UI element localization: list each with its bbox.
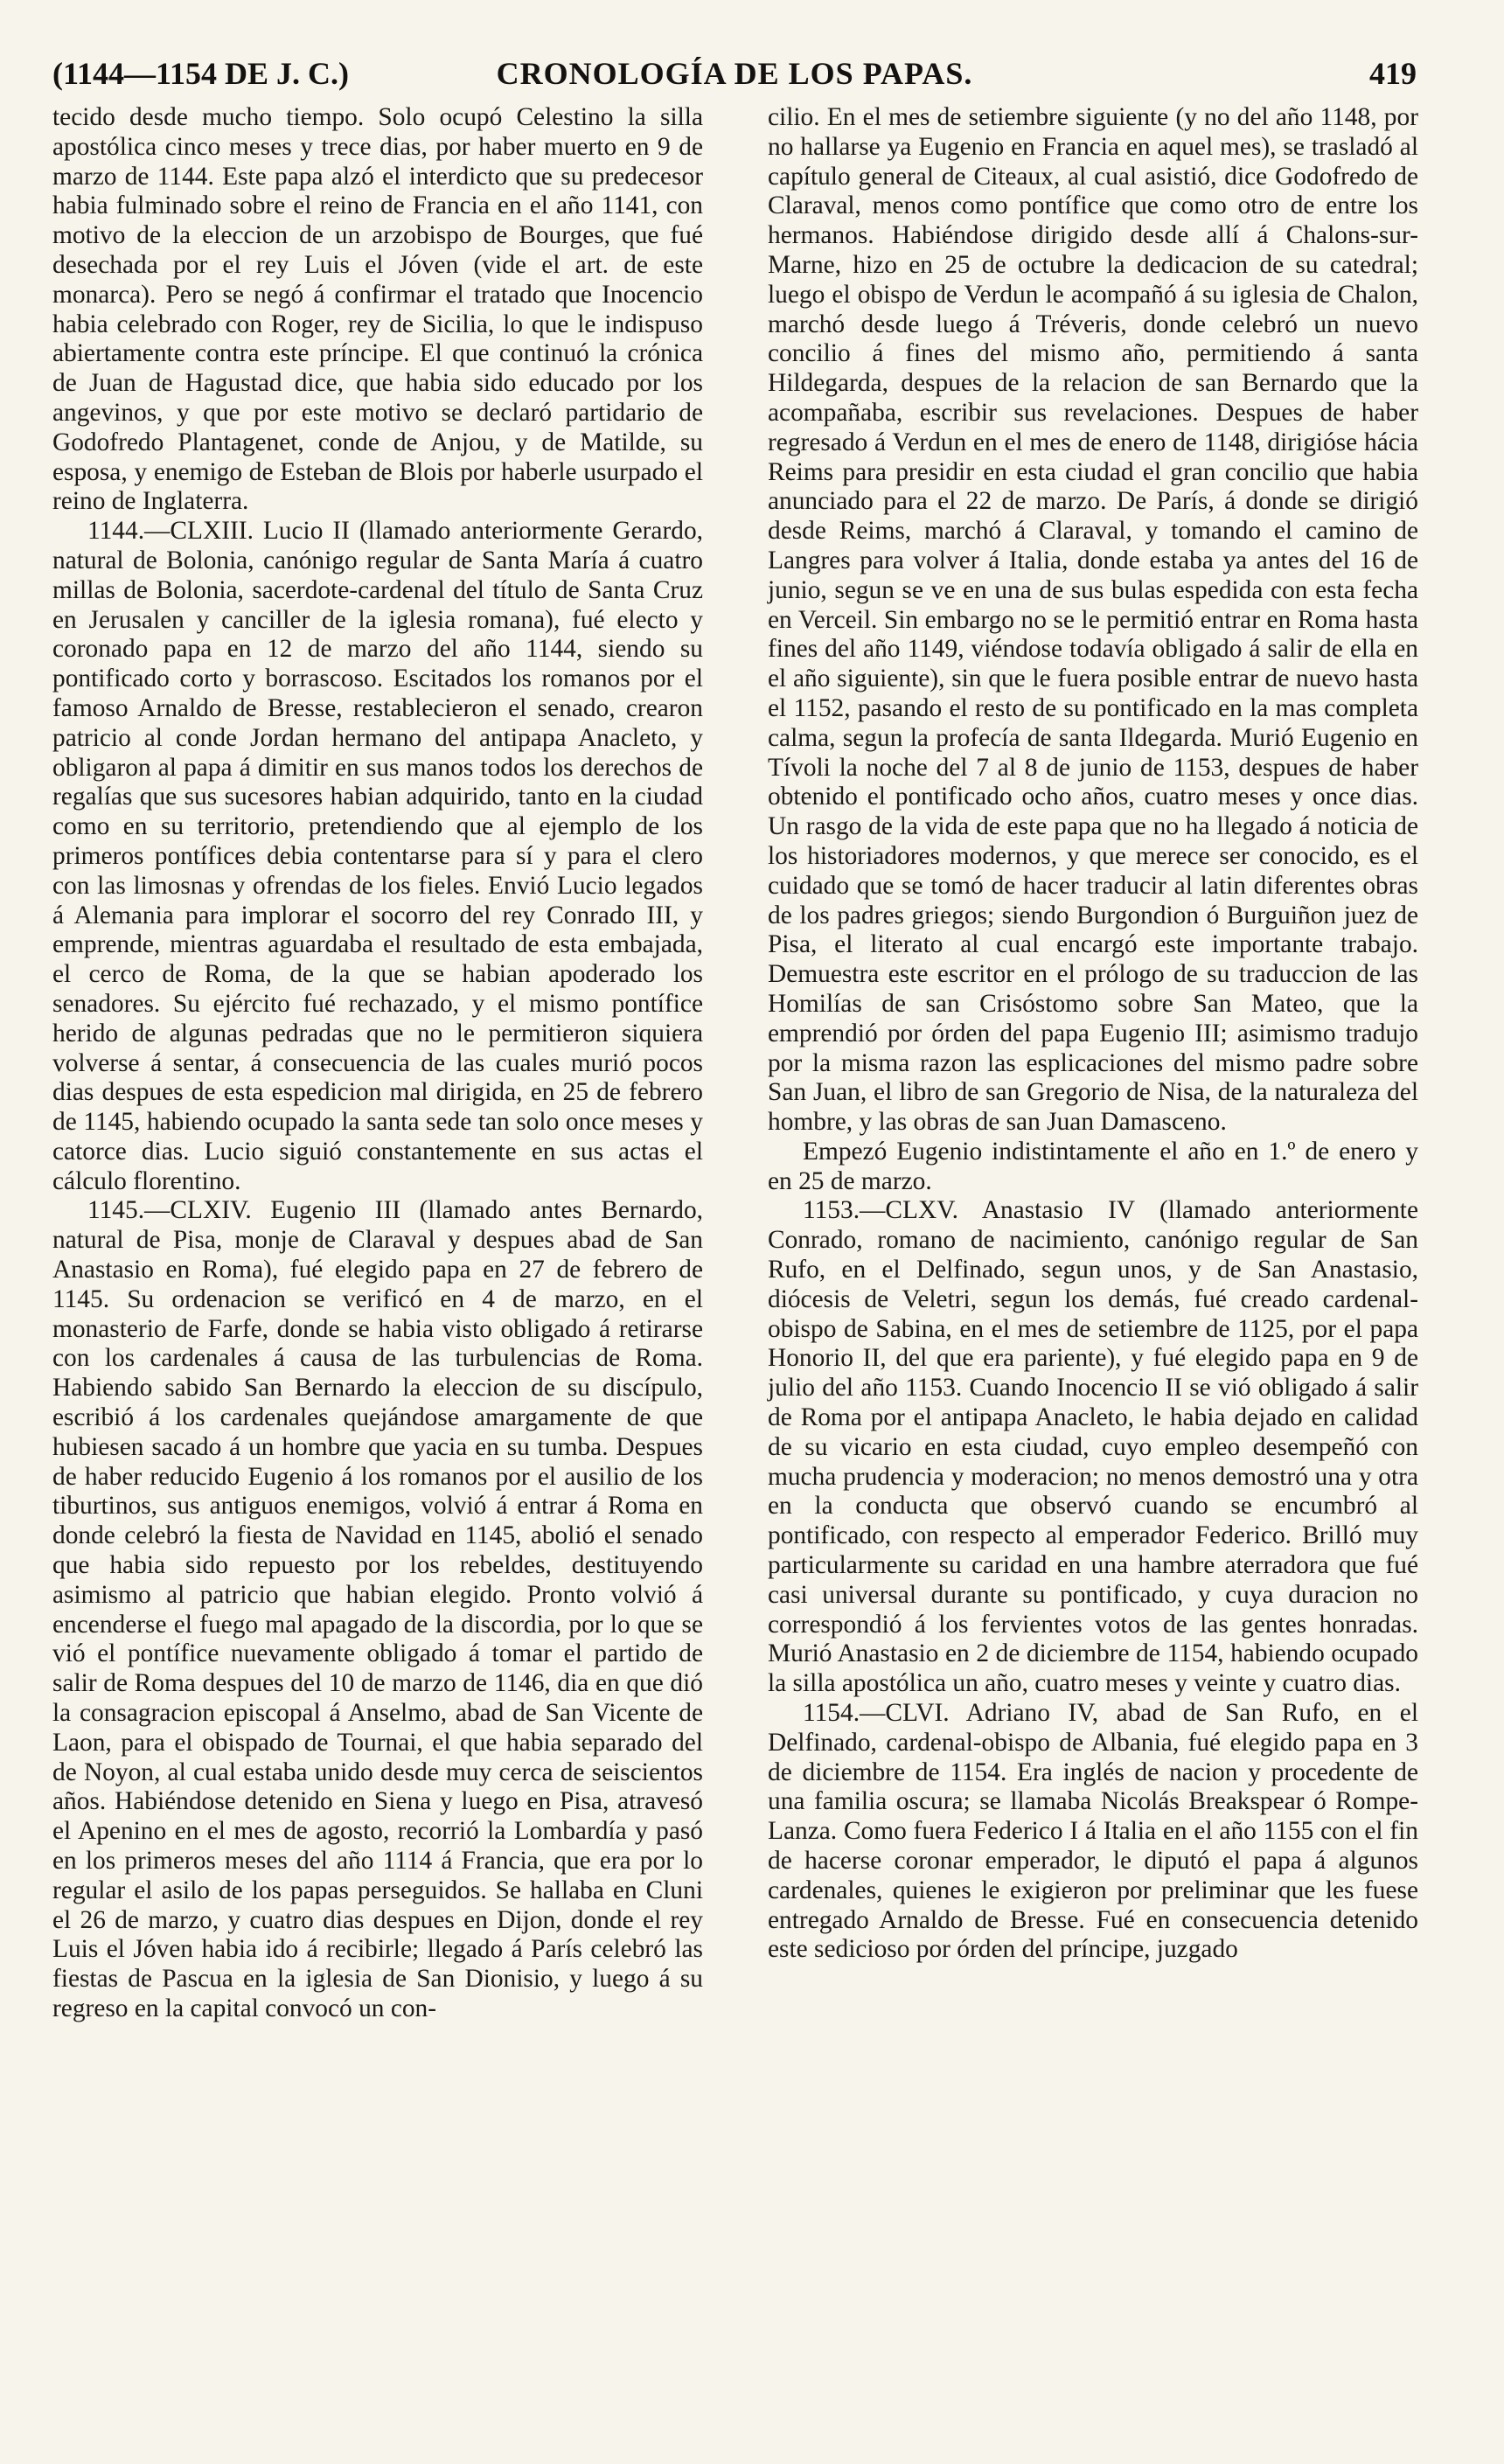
page-number: 419 <box>1369 56 1417 91</box>
paragraph-adriano-iv: 1154.—CLVI. Adriano IV, abad de San Rufo, en el Delfinado, cardenal-obispo de Albania, fué elegido papa en 3 de diciembre de 1154. Era inglés de nacion y procedente de una familia oscura; se llamaba Nicolás Breakspear ó Rompe-Lanza. Como fuera Federico I á Italia en el año 1155 con el fin de hacerse coronar emperador, le diputó el papa á algunos cardenales, quienes le exigieron por preliminar que les fuese entregado Arnaldo de Bresse. Fué en consecuencia detenido este sedicioso por órden del príncipe, juzgado <box>768 1699 1418 1964</box>
paragraph-celestino: tecido desde mucho tiempo. Solo ocupó Celestino la silla apostólica cinco meses y trece dias, por haber muerto en 9 de marzo de 1144. Este papa alzó el interdicto que su predecesor habia fulminado sobre el reino de Francia en el año 1141, con motivo de la eleccion de un arzobispo de Bourges, que fué desechada por el rey Luis el Jóven (vide el art. de este monarca). Pero se negó á confirmar el tratado que Inocencio habia celebrado con Roger, rey de Sicilia, lo que le indispuso abiertamente contra este príncipe. El que continuó la crónica de Juan de Hagustad dice, que habia sido educado por los angevinos, y que por este motivo se declaró partidario de Godofredo Plantagenet, conde de Anjou, y de Matilde, su esposa, y enemigo de Esteban de Blois por haberle usurpado el reino de Inglaterra. <box>52 103 703 516</box>
paragraph-eugenio-continued: cilio. En el mes de setiembre siguiente (y no del año 1148, por no hallarse ya Eugenio en Francia en aquel mes), se trasladó al capítulo general de Citeaux, al cual asistió, dice Godofredo de Claraval, menos como pontífice que como otro de entre los hermanos. Habiéndose dirigido desde allí á Chalons-sur-Marne, hizo en 25 de octubre la dedicacion de su catedral; luego el obispo de Verdun le acompañó á su iglesia de Chalon, marchó desde luego á Tréveris, donde celebró un nuevo concilio á fines del mismo año, permitiendo á santa Hildegarda, despues de la relacion de san Bernardo que la acompañaba, escribir sus revelaciones. Despues de haber regresado á Verdun en el mes de enero de 1148, dirigióse hácia Reims para presidir en esta ciudad el gran concilio que habia anunciado para el 22 de marzo. De París, á donde se dirigió desde Reims, marchó á Claraval, y tomando el camino de Langres para volver á Italia, donde estaba ya antes del 16 de junio, segun se ve en una de sus bulas espedida con esta fecha en Verceil. Sin embargo no se le permitió entrar en Roma hasta fines del año 1149, viéndose todavía obligado á salir de ella en el año siguiente), sin que le fuera posible entrar de nuevo hasta el 1152, pasando el resto de su pontificado en la mas completa calma, segun la profecía de santa Ildegarda. Murió Eugenio en Tívoli la noche del 7 al 8 de junio de 1153, despues de haber obtenido el pontificado ocho años, cuatro meses y once dias. Un rasgo de la vida de este papa que no ha llegado á noticia de los historiadores modernos, y que merece ser conocido, es el cuidado que se tomó de hacer traducir al latin diferentes obras de los padres griegos; siendo Burgondion ó Burguiñon juez de Pisa, el literato al cual encargó este importante trabajo. Demuestra este escritor en el prólogo de su traduccion de las Homilías de san Crisóstomo sobre San Mateo, que la emprendió por órden del papa Eugenio III; asimismo tradujo por la misma razon las esplicaciones del mismo padre sobre San Juan, el libro de san Gregorio de Nisa, de la naturaleza del hombre, y las obras de san Juan Damasceno. <box>768 103 1418 1137</box>
paragraph-lucio-ii: 1144.—CLXIII. Lucio II (llamado anteriormente Gerardo, natural de Bolonia, canónigo regular de Santa María á cuatro millas de Bolonia, sacerdote-cardenal del título de Santa Cruz en Jerusalen y canciller de la iglesia romana), fué electo y coronado papa en 12 de marzo del año 1144, siendo su pontificado corto y borrascoso. Escitados los romanos por el famoso Arnaldo de Bresse, restablecieron el senado, crearon patricio al conde Jordan hermano del antipapa Anacleto, y obligaron al papa á dimitir en sus manos todos los derechos de regalías que sus sucesores habian adquirido, tanto en la ciudad como en su territorio, pretendiendo que al ejemplo de los primeros pontífices debia contentarse para sí y para el clero con las limosnas y ofrendas de los fieles. Envió Lucio legados á Alemania para implorar el socorro del rey Conrado III, y emprende, mientras aguardaba el resultado de esta embajada, el cerco de Roma, de la que se habian apoderado los senadores. Su ejército fué rechazado, y el mismo pontífice herido de algunas pedradas que no le permitieron siquiera volverse á sentar, á consecuencia de las cuales murió pocos dias despues de esta espedicion mal dirigida, en 25 de febrero de 1145, habiendo ocupado la santa sede tan solo once meses y catorce dias. Lucio siguió constantemente en sus actas el cálculo florentino. <box>52 517 703 1195</box>
right-column <box>768 103 1418 1965</box>
left-column <box>52 103 703 2024</box>
paragraph-eugenio-calendar: Empezó Eugenio indistintamente el año en 1.º de enero y en 25 de marzo. <box>768 1137 1418 1195</box>
paragraph-anastasio-iv: 1153.—CLXV. Anastasio IV (llamado anteriormente Conrado, romano de nacimiento, canónigo regular de San Rufo, en el Delfinado, segun unos, y de San Anastasio, diócesis de Veletri, segun los demás, fué creado cardenal-obispo de Sabina, en el mes de setiembre de 1125, por el papa Honorio II, del que era pariente), y fué elegido papa en 9 de julio del año 1153. Cuando Inocencio II se vió obligado á salir de Roma por el antipapa Anacleto, le habia dejado en calidad de su vicario en esta ciudad, cuyo empleo desempeñó con mucha prudencia y moderacion; no menos demostró una y otra en la conducta que observó cuando se encumbró al pontificado, con respecto al emperador Federico. Brilló muy particularmente su caridad en una hambre aterradora que fué casi universal durante su pontificado, y cuya duracion no correspondió á los fervientes votos de las gentes honradas. Murió Anastasio en 2 de diciembre de 1154, habiendo ocupado la silla apostólica un año, cuatro meses y veinte y cuatro dias. <box>768 1196 1418 1698</box>
running-header <box>52 51 1417 96</box>
header-date-range: (1144—1154 DE J. C.) <box>52 56 350 91</box>
header-title: CRONOLOGÍA DE LOS PAPAS. <box>496 56 973 91</box>
paragraph-eugenio-iii: 1145.—CLXIV. Eugenio III (llamado antes Bernardo, natural de Pisa, monje de Claraval y despues abad de San Anastasio en Roma), fué elegido papa en 27 de febrero de 1145. Su ordenacion se verificó en 4 de marzo, en el monasterio de Farfe, donde se habia visto obligado á retirarse con los cardenales á causa de las turbulencias de Roma. Habiendo sabido San Bernardo la eleccion de su discípulo, escribió á los cardenales quejándose amargamente de que hubiesen sacado á un hombre que yacia en su tumba. Despues de haber reducido Eugenio á los romanos por el ausilio de los tiburtinos, sus antiguos enemigos, volvió á entrar á Roma en donde celebró la fiesta de Navidad en 1145, abolió el senado que habia sido repuesto por los rebeldes, destituyendo asimismo al patricio que habian elegido. Pronto volvió á encenderse el fuego mal apagado de la discordia, por lo que se vió el pontífice nuevamente obligado á tomar el partido de salir de Roma despues del 10 de marzo de 1146, dia en que dió la consagracion episcopal á Anselmo, abad de San Vicente de Laon, para el obispado de Tournai, el que habia separado del de Noyon, al cual estaba unido desde muy cerca de seiscientos años. Habiéndose detenido en Siena y luego en Pisa, atravesó el Apenino en el mes de agosto, recorrió la Lombardía y pasó en los primeros meses del año 1114 á Francia, que era por lo regular el asilo de los papas perseguidos. Se hallaba en Cluni el 26 de marzo, y cuatro dias despues en Dijon, donde el rey Luis el Jóven habia ido á recibirle; llegado á París celebró las fiestas de Pascua en la iglesia de San Dionisio, y luego á su regreso en la capital convocó un con- <box>52 1196 703 2022</box>
